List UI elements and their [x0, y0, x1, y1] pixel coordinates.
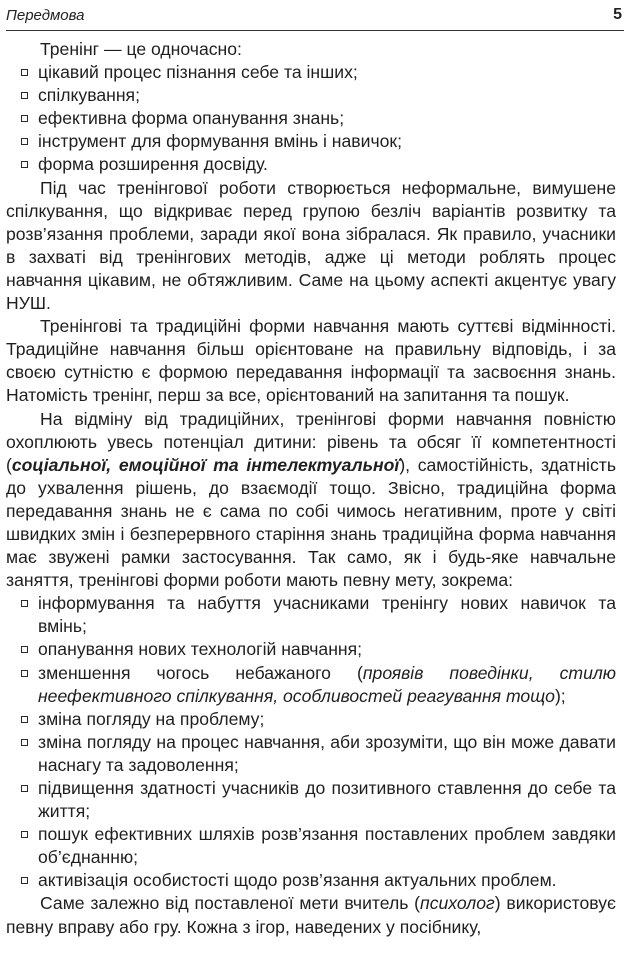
square-bullet-icon: [21, 69, 28, 76]
list-item: зміна погляду на процес навчання, аби зрозуміти, що він може давати наснагу та задоволення;: [6, 731, 616, 777]
square-bullet-icon: [21, 670, 28, 677]
running-head: [6, 4, 624, 31]
list-item: пошук ефективних шляхів розв’язання поставлених проблем завдяки об’єднанню;: [6, 823, 616, 869]
page-body: [6, 38, 616, 939]
list-item: форма розширення досвіду.: [6, 153, 616, 176]
emphasis-text: соціальної, емоційної та інтелектуальної: [11, 454, 400, 475]
training-goals-list: [6, 592, 616, 892]
paragraph: Під час тренінгової роботи створюється неформальне, вимушене спілкування, що відкриває перед групою безліч варіантів розвитку та розв’язання проблеми, заради якої вона зібралася. Як правило, учасники в захваті від тренінгових методів, адже ці методи роблять процес навчання цікавим, не обтяжливим. Саме на цьому аспекті акцентує увагу НУШ.: [6, 177, 616, 314]
list-item: зміна погляду на проблему;: [6, 708, 616, 731]
emphasis-text: проявів поведінки, стилю неефективного спілкування, особливостей реагування тощо: [38, 662, 617, 706]
square-bullet-icon: [21, 138, 28, 145]
square-bullet-icon: [21, 115, 28, 122]
square-bullet-icon: [21, 716, 28, 723]
list-item: ефективна форма опанування знань;: [6, 107, 616, 130]
square-bullet-icon: [21, 600, 28, 607]
list-item: підвищення здатності учасників до позитивного ставлення до себе та життя;: [6, 777, 616, 823]
square-bullet-icon: [21, 785, 28, 792]
square-bullet-icon: [21, 831, 28, 838]
square-bullet-icon: [21, 161, 28, 168]
square-bullet-icon: [21, 92, 28, 99]
square-bullet-icon: [21, 877, 28, 884]
list-item: активізація особистості щодо розв’язання актуальних проблем.: [6, 869, 616, 892]
list-item: зменшення чогось небажаного (проявів поведінки, стилю неефективного спілкування, особливостей реагування тощо);: [6, 662, 616, 708]
square-bullet-icon: [21, 646, 28, 653]
page-number: 5: [613, 6, 622, 23]
list-item: опанування нових технологій навчання;: [6, 638, 616, 661]
paragraph: На відміну від традиційних, тренінгові форми навчання повністю охоплюють увесь потенціал дитини: рівень та обсяг її компетентності (соціальної, емоційної та інтелектуальної), самостійність, здатність до ухвалення рішень, до взаємодії тощо. Звісно, традиційна форма передавання знань не є сама по собі чимось негативним, проте у світі швидких змін і безперервного старіння знань традиційна форма навчання має звужені рамки застосування. Так само, як і будь-яке навчальне заняття, тренінгові форми роботи мають певну мету, зокрема:: [6, 408, 616, 591]
list-item: цікавий процес пізнання себе та інших;: [6, 61, 616, 84]
section-title: Передмова: [6, 7, 85, 24]
emphasis-text: психолог: [420, 893, 495, 914]
intro-line: Тренінг — це одночасно:: [40, 39, 242, 59]
training-definition-list: [6, 61, 616, 176]
square-bullet-icon: [21, 739, 28, 746]
list-item: інструмент для формування вмінь і навичок;: [6, 130, 616, 153]
list-item: інформування та набуття учасниками тренінгу нових навичок та вмінь;: [6, 592, 616, 638]
list-item: спілкування;: [6, 84, 616, 107]
paragraph: Тренінгові та традиційні форми навчання мають суттєві відмінності. Традиційне навчання більш орієнтоване на правильну відповідь, і за своєю сутністю є формою передавання інформації та засвоєння знань. Натомість тренінг, перш за все, орієнтований на запитання та пошук.: [6, 316, 616, 406]
paragraph: Саме залежно від поставленої мети вчитель (психолог) використовує певну вправу або гру. Кожна з ігор, наведених у посібнику,: [6, 893, 616, 937]
